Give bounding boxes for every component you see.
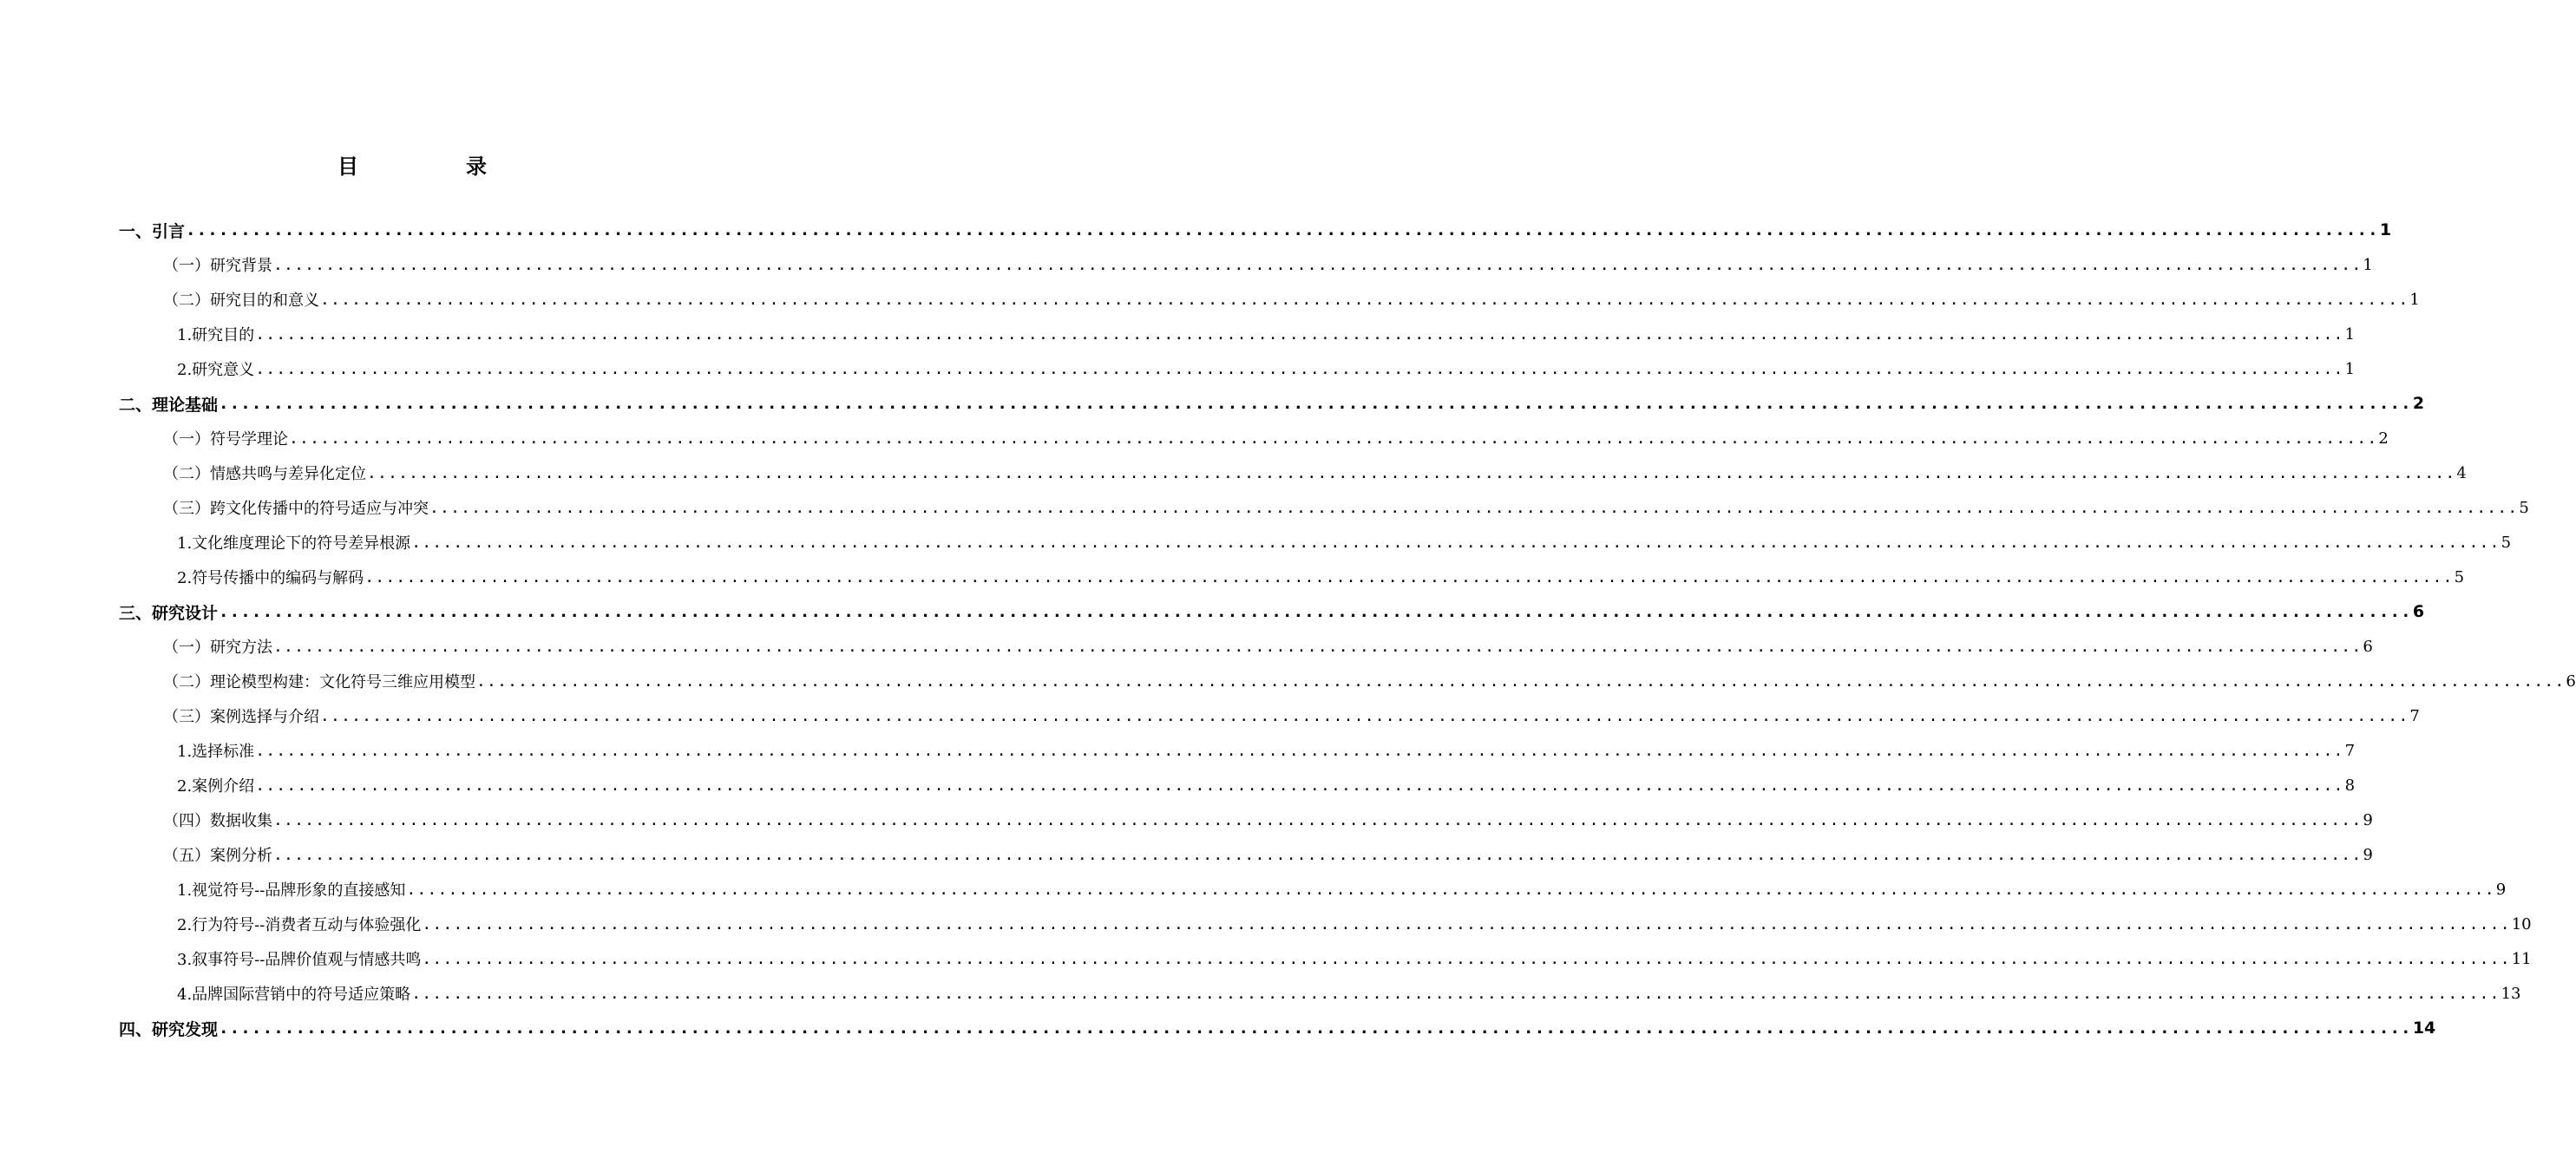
- toc-entry-page-number: 5: [2501, 533, 2512, 552]
- toc-entry-page-number: 9: [2363, 845, 2373, 864]
- toc-entry-page-number: 9: [2495, 880, 2507, 899]
- toc-entry-page-number: 6: [2363, 637, 2373, 656]
- toc-entry-label: 二、理论基础: [119, 395, 219, 415]
- toc-entry-page-number: 2: [2378, 429, 2389, 448]
- toc-entry-label: （四）数据收集: [163, 812, 272, 830]
- toc-dot-leader: ........................................................................................................................................................................................................: [429, 498, 2519, 517]
- toc-entry-label: （三）案例选择与介绍: [163, 708, 319, 726]
- toc-entry-page-number: 9: [2363, 810, 2373, 829]
- toc-dot-leader: ........................................................................................................................................................................................................: [422, 914, 2511, 933]
- toc-dot-leader: ........................................................................................................................................................................................................: [289, 429, 2378, 448]
- toc-entry[interactable]: [119, 594, 2425, 629]
- toc-entry[interactable]: [163, 421, 2389, 455]
- toc-entry-page-number: 10: [2511, 914, 2532, 933]
- toc-dot-leader: ........................................................................................................................................................................................................: [273, 255, 2363, 274]
- toc-entry-label: （五）案例分析: [163, 847, 272, 865]
- toc-entry-label: 1.文化维度理论下的符号差异根源: [177, 534, 411, 553]
- toc-entry-label: 2.案例介绍: [177, 777, 255, 796]
- toc-entry[interactable]: [163, 664, 2576, 698]
- toc-entry-page-number: 1: [2344, 359, 2356, 378]
- toc-entry-page-number: 1: [2379, 220, 2392, 239]
- toc-dot-leader: ........................................................................................................................................................................................................: [255, 741, 2344, 760]
- toc-dot-leader: ........................................................................................................................................................................................................: [273, 845, 2363, 864]
- toc-entry-label: 2.符号传播中的编码与解码: [177, 569, 364, 587]
- toc-entry[interactable]: [163, 802, 2373, 837]
- toc-entry[interactable]: [177, 317, 2356, 351]
- toc-entry-page-number: 1: [2344, 324, 2356, 344]
- toc-dot-leader: ........................................................................................................................................................................................................: [255, 324, 2344, 344]
- toc-entry[interactable]: [177, 733, 2356, 768]
- toc-dot-leader: ........................................................................................................................................................................................................: [219, 394, 2412, 413]
- toc-entry-page-number: 5: [2454, 567, 2465, 586]
- toc-entry-page-number: 14: [2412, 1019, 2436, 1038]
- toc-entry[interactable]: [163, 629, 2373, 664]
- toc-entry-label: 三、研究设计: [119, 603, 219, 623]
- toc-dot-leader: ........................................................................................................................................................................................................: [219, 1019, 2412, 1038]
- toc-entry-label: （二）理论模型构建：文化符号三维应用模型: [163, 673, 475, 691]
- toc-entry-label: （二）研究目的和意义: [163, 292, 319, 310]
- toc-dot-leader: ........................................................................................................................................................................................................: [255, 776, 2344, 795]
- toc-entry-label: 1.选择标准: [177, 743, 255, 761]
- toc-dot-leader: ........................................................................................................................................................................................................: [411, 984, 2501, 1003]
- toc-entry[interactable]: [119, 1011, 2436, 1045]
- toc-entry-label: 2.行为符号--消费者互动与体验强化: [177, 916, 422, 934]
- toc-dot-leader: ........................................................................................................................................................................................................: [367, 463, 2456, 482]
- toc-dot-leader: ........................................................................................................................................................................................................: [422, 949, 2511, 968]
- toc-entry-label: （二）情感共鸣与差异化定位: [163, 465, 366, 483]
- toc-entry-page-number: 2: [2412, 394, 2425, 413]
- toc-entry[interactable]: [177, 768, 2356, 802]
- toc-entry[interactable]: [177, 907, 2532, 941]
- toc-entry-page-number: 6: [2412, 602, 2425, 621]
- toc-entry-label: 一、引言: [119, 221, 186, 241]
- toc-entry[interactable]: [163, 455, 2467, 490]
- toc-dot-leader: ........................................................................................................................................................................................................: [273, 637, 2363, 656]
- toc-entry[interactable]: [177, 351, 2356, 386]
- toc-dot-leader: ........................................................................................................................................................................................................: [186, 220, 2379, 239]
- toc-entry[interactable]: [177, 941, 2532, 976]
- toc-entry[interactable]: [119, 213, 2392, 247]
- toc-entry-label: （三）跨文化传播中的符号适应与冲突: [163, 500, 429, 518]
- toc-dot-leader: ........................................................................................................................................................................................................: [273, 810, 2363, 829]
- toc-dot-leader: ........................................................................................................................................................................................................: [255, 359, 2344, 378]
- toc-entry-label: 1.视觉符号--品牌形象的直接感知: [177, 881, 406, 900]
- toc-entry[interactable]: [163, 698, 2420, 733]
- toc-entry[interactable]: [163, 490, 2529, 525]
- toc-dot-leader: ........................................................................................................................................................................................................: [364, 567, 2454, 586]
- toc-dot-leader: ........................................................................................................................................................................................................: [406, 880, 2495, 899]
- toc-entry-page-number: 5: [2519, 498, 2529, 517]
- page-title: 目 录: [338, 154, 530, 179]
- toc-entry-label: 四、研究发现: [119, 1019, 219, 1039]
- toc-entry[interactable]: [163, 837, 2373, 872]
- toc-entry[interactable]: [119, 386, 2425, 421]
- toc-entry-label: （一）研究方法: [163, 639, 272, 657]
- toc-dot-leader: ........................................................................................................................................................................................................: [219, 602, 2412, 621]
- toc-dot-leader: ........................................................................................................................................................................................................: [411, 533, 2501, 552]
- toc-entry-label: （一）符号学理论: [163, 430, 288, 449]
- toc-entry-page-number: 7: [2409, 706, 2420, 725]
- toc-entry-page-number: 13: [2501, 984, 2521, 1003]
- toc-entry-page-number: 1: [2363, 255, 2373, 274]
- toc-entry-label: 4.品牌国际营销中的符号适应策略: [177, 986, 411, 1004]
- toc-entry[interactable]: [177, 872, 2507, 907]
- toc-dot-leader: ........................................................................................................................................................................................................: [320, 706, 2409, 725]
- toc-entry-label: 2.研究意义: [177, 361, 255, 379]
- toc-dot-leader: ........................................................................................................................................................................................................: [476, 671, 2566, 691]
- toc-entry[interactable]: [177, 976, 2521, 1011]
- toc-entry-label: （一）研究背景: [163, 257, 272, 275]
- toc-entry-page-number: 1: [2409, 290, 2420, 309]
- toc-dot-leader: ........................................................................................................................................................................................................: [320, 290, 2409, 309]
- toc-entry[interactable]: [163, 247, 2373, 282]
- toc-entry-page-number: 6: [2566, 671, 2576, 691]
- toc-entry-page-number: 7: [2344, 741, 2356, 760]
- toc-entry-page-number: 4: [2456, 463, 2467, 482]
- toc-entry-label: 3.叙事符号--品牌价值观与情感共鸣: [177, 951, 422, 969]
- toc-entry[interactable]: [163, 282, 2420, 317]
- toc-entry-page-number: 11: [2511, 949, 2532, 968]
- toc-entry[interactable]: [177, 560, 2465, 594]
- toc-entry-label: 1.研究目的: [177, 326, 255, 344]
- toc-entry-page-number: 8: [2344, 776, 2356, 795]
- toc-entry[interactable]: [177, 525, 2512, 560]
